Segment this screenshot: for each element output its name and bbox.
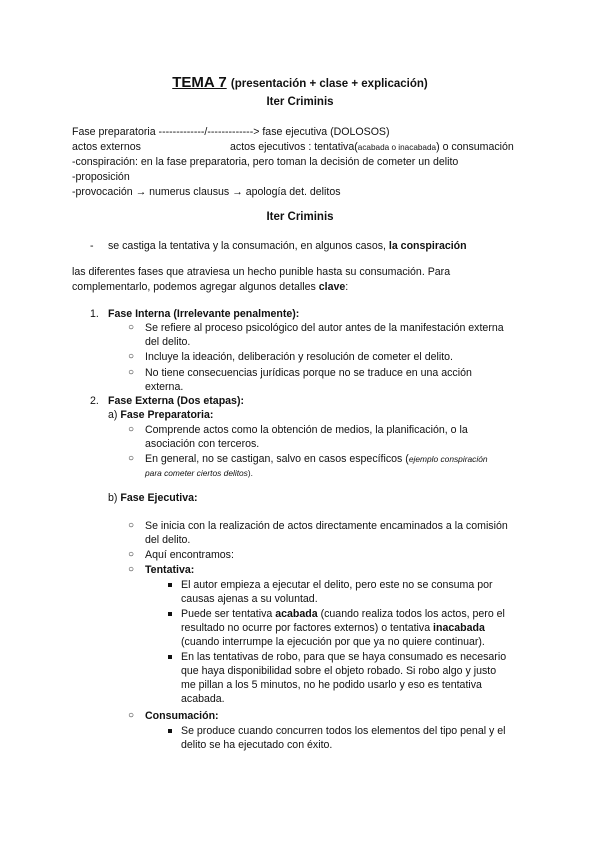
item2-title: Fase Externa (Dos etapas): — [108, 395, 245, 407]
subsection-b: b) Fase Ejecutiva: — [108, 492, 198, 504]
a-bullet2-l1: En general, no se castigan, salvo en casos específicos (ejemplo conspiración — [145, 453, 488, 465]
a-bullet2-l2: para cometer ciertos delitos). — [145, 468, 253, 478]
hollow-bullet: ○ — [128, 564, 135, 575]
hollow-bullet: ○ — [128, 322, 135, 333]
hollow-bullet: ○ — [128, 351, 135, 362]
square-bullet — [168, 583, 172, 587]
note-line-2-left: actos externos — [72, 141, 141, 153]
square-bullet — [168, 612, 172, 616]
hollow-bullet: ○ — [128, 367, 135, 378]
title-main: TEMA 7 — [172, 74, 227, 91]
hollow-bullet: ○ — [128, 453, 135, 464]
hollow-bullet: ○ — [128, 520, 135, 531]
tentativa-3-l3: me pillan a los 5 minutos, no he podido usarlo y eso es tentativa — [181, 679, 482, 691]
b-bullet2: Aquí encontramos: — [145, 549, 234, 561]
consumacion-1-l2: delito se ha ejecutado con éxito. — [181, 739, 333, 751]
tentativa-3-l4: acabada. — [181, 693, 225, 705]
a-bullet1-l2: asociación con terceros. — [145, 438, 260, 450]
note-line-4: -proposición — [72, 171, 130, 183]
tentativa-2-l2: resultado no ocurre por factores externos) o tentativa inacabada — [181, 622, 485, 634]
item1-bullet2: Incluye la ideación, deliberación y resolución de cometer el delito. — [145, 351, 453, 363]
item1-bullet1-l2: del delito. — [145, 336, 191, 348]
square-bullet — [168, 729, 172, 733]
item1-title: Fase Interna (Irrelevante penalmente): — [108, 308, 300, 320]
subsection-a: a) Fase Preparatoria: — [108, 409, 214, 421]
consumacion-1-l1: Se produce cuando concurren todos los elementos del tipo penal y el — [181, 725, 506, 737]
tentativa-1-l2: causas ajenas a su voluntad. — [181, 593, 318, 605]
square-bullet — [168, 655, 172, 659]
item1-bullet1-l1: Se refiere al proceso psicológico del autor antes de la manifestación externa — [145, 322, 504, 334]
note-line-5: -provocación → numerus clausus → apología det. delitos — [72, 186, 341, 198]
hollow-bullet: ○ — [128, 549, 135, 560]
item1-bullet3-l1: No tiene consecuencias jurídicas porque no se traduce en una acción — [145, 367, 472, 379]
section-heading: Iter Criminis — [266, 211, 334, 223]
page-title — [0, 74, 600, 93]
tentativa-heading: Tentativa: — [145, 564, 195, 576]
b-bullet1-l1: Se inicia con la realización de actos directamente encaminados a la comisión — [145, 520, 508, 532]
dash-item: se castiga la tentativa y la consumación, en algunos casos, la conspiración — [108, 240, 467, 252]
tentativa-3-l2: que haya disponibilidad sobre el objeto robado. Si robo algo y justo — [181, 665, 497, 677]
dash-bullet: - — [90, 240, 94, 252]
title-sub: (presentación + clase + explicación) — [230, 78, 428, 90]
tentativa-1-l1: El autor empieza a ejecutar el delito, pero este no se consuma por — [181, 579, 493, 591]
intro-line-2: complementarlo, podemos agregar algunos detalles clave: — [72, 281, 349, 293]
item1-bullet3-l2: externa. — [145, 381, 184, 393]
list-number-1: 1. — [90, 308, 99, 320]
tentativa-3-l1: En las tentativas de robo, para que se haya consumado es necesario — [181, 651, 507, 663]
hollow-bullet: ○ — [128, 710, 135, 721]
a-bullet1-l1: Comprende actos como la obtención de medios, la planificación, o la — [145, 424, 468, 436]
tentativa-2-l3: (cuando interrumpe la ejecución por que ya no quiere continuar). — [181, 636, 485, 648]
page-subtitle: Iter Criminis — [266, 96, 334, 108]
note-line-1: Fase preparatoria -------------/-------------> fase ejecutiva (DOLOSOS) — [72, 126, 390, 138]
hollow-bullet: ○ — [128, 424, 135, 435]
list-number-2: 2. — [90, 395, 99, 407]
note-line-2-right: actos ejecutivos : tentativa(acabada o inacabada) o consumación — [230, 141, 514, 153]
note-line-3: -conspiración: en la fase preparatoria, pero toman la decisión de cometer un delito — [72, 156, 459, 168]
intro-line-1: las diferentes fases que atraviesa un hecho punible hasta su consumación. Para — [72, 266, 451, 278]
b-bullet1-l2: del delito. — [145, 534, 191, 546]
tentativa-2-l1: Puede ser tentativa acabada (cuando realiza todos los actos, pero el — [181, 608, 505, 620]
consumacion-heading: Consumación: — [145, 710, 219, 722]
